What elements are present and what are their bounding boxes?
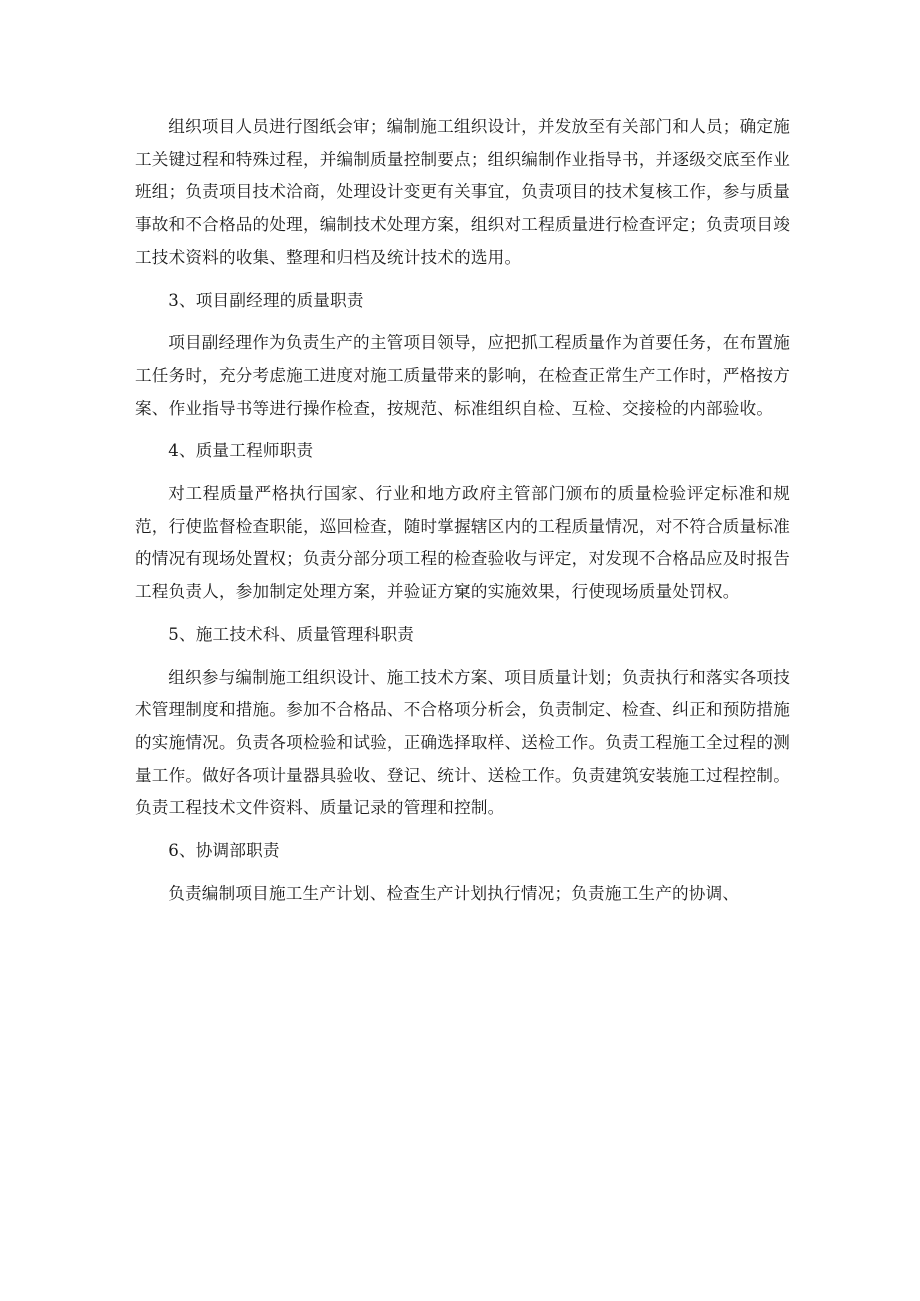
heading-deputy-manager: 3、项目副经理的质量职责 [168,290,364,310]
document-page [135,111,790,910]
heading-coordination-dept: 6、协调部职责 [168,841,280,861]
paragraph-technical-duties: 组织项目人员进行图纸会审；编制施工组织设计，并发放至有关部门和人员；确定施工关键过程和特殊过程，并编制质量控制要点；组织编制作业指导书，并逐级交底至作业班组；负责项目技术洽商，处理设计变更有关事宜，负责项目的技术复核工作，参与质量事故和不合格品的处理，编制技术处理方案，组织对工程质量进行检查评定；负责项目竣工技术资料的收集、整理和归档及统计技术的选用。 [135,117,790,267]
heading-quality-engineer: 4、质量工程师职责 [168,441,314,461]
paragraph-quality-engineer: 对工程质量严格执行国家、行业和地方政府主管部门颁布的质量检验评定标准和规范，行使监督检查职能，巡回检查，随时掌握辖区内的工程质量情况，对不符合质量标准的情况有现场处置权；负责分部分项工程的检查验收与评定，对发现不合格品应及时报告工程负责人，参加制定处理方案，并验证方窠的实施效果，行使现场质量处罚权。 [135,484,790,602]
paragraph-technical-dept: 组织参与编制施工组织设计、施工技术方案、项目质量计划；负责执行和落实各项技术管理制度和措施。参加不合格品、不合格项分析会，负责制定、检查、纠正和预防措施的实施情况。负责各项检验和试验，正确选择取样、送检工作。负责工程施工全过程的测量工作。做好各项计量器具验收、登记、统计、送检工作。负责建筑安装施工过程控制。负责工程技术文件资料、质量记录的管理和控制。 [135,667,790,818]
paragraph-coordination-dept: 负责编制项目施工生产计划、检查生产计划执行情况；负责施工生产的协调、 [168,883,740,903]
paragraph-deputy-manager: 项目副经理作为负责生产的主管项目领导，应把抓工程质量作为首要任务，在布置施工任务时，充分考虑施工进度对施工质量带来的影响，在检查正常生产工作时，严格按方案、作业指导书等进行操作检查，按规范、标准组织自检、互检、交接检的内部验收。 [135,333,790,418]
heading-technical-dept: 5、施工技术科、质量管理科职责 [168,624,415,644]
